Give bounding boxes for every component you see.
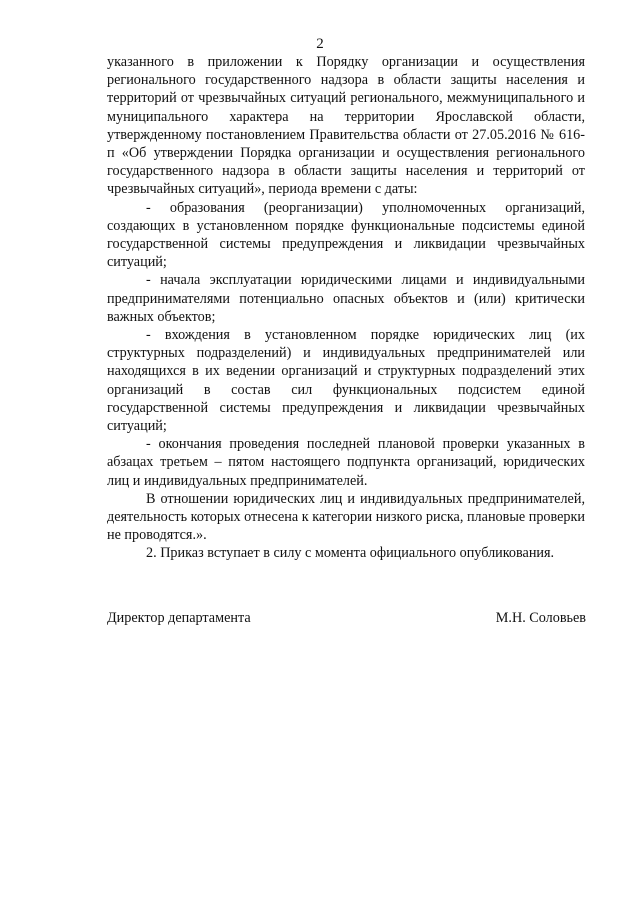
paragraph-bullet-operation-start: - начала эксплуатации юридическими лицами и индивидуальными предпринимателями потенциально опасных объектов и (или) критически важных объектов; bbox=[107, 272, 585, 325]
paragraph-bullet-formation: - образования (реорганизации) уполномоченных организаций, создающих в установленном порядке функциональные подсистемы единой государственной системы предупреждения и ликвидации чрезвычайных ситуаций; bbox=[107, 199, 585, 271]
paragraph-intro: указанного в приложении к Порядку организации и осуществления регионального государственного надзора в области защиты населения и территорий от чрезвычайных ситуаций регионального, межмуниципального и муниципального характера на территории Ярославской области, утвержденному постановлением Правительства области от 27.05.2016 № 616-п «Об утверждении Порядка организации и осуществления регионального государственного надзора в области защиты населения и территорий от чрезвычайных ситуаций», периода времени с даты: bbox=[107, 54, 585, 198]
paragraph-bullet-last-inspection: - окончания проведения последней плановой проверки указанных в абзацах третьем – пятом настоящего подпункта организаций, юридических лиц и индивидуальных предпринимателей. bbox=[107, 436, 585, 489]
document-body bbox=[107, 53, 585, 563]
page-number: 2 bbox=[316, 36, 324, 52]
paragraph-low-risk: В отношении юридических лиц и индивидуальных предпринимателей, деятельность которых отнесена к категории низкого риска, плановые проверки не проводятся.». bbox=[107, 490, 585, 544]
paragraph-effective-date: 2. Приказ вступает в силу с момента официального опубликования. bbox=[146, 545, 555, 562]
signatory-position: Директор департамента bbox=[107, 610, 251, 626]
signatory-name: М.Н. Соловьев bbox=[495, 610, 586, 626]
paragraph-bullet-inclusion: - вхождения в установленном порядке юридических лиц (их структурных подразделений) и индивидуальных предпринимателей или находящихся в их ведении организаций и структурных подразделений этих организаций в состав сил функциональных подсистем единой государственной системы предупреждения и ликвидации чрезвычайных ситуаций; bbox=[107, 327, 585, 435]
